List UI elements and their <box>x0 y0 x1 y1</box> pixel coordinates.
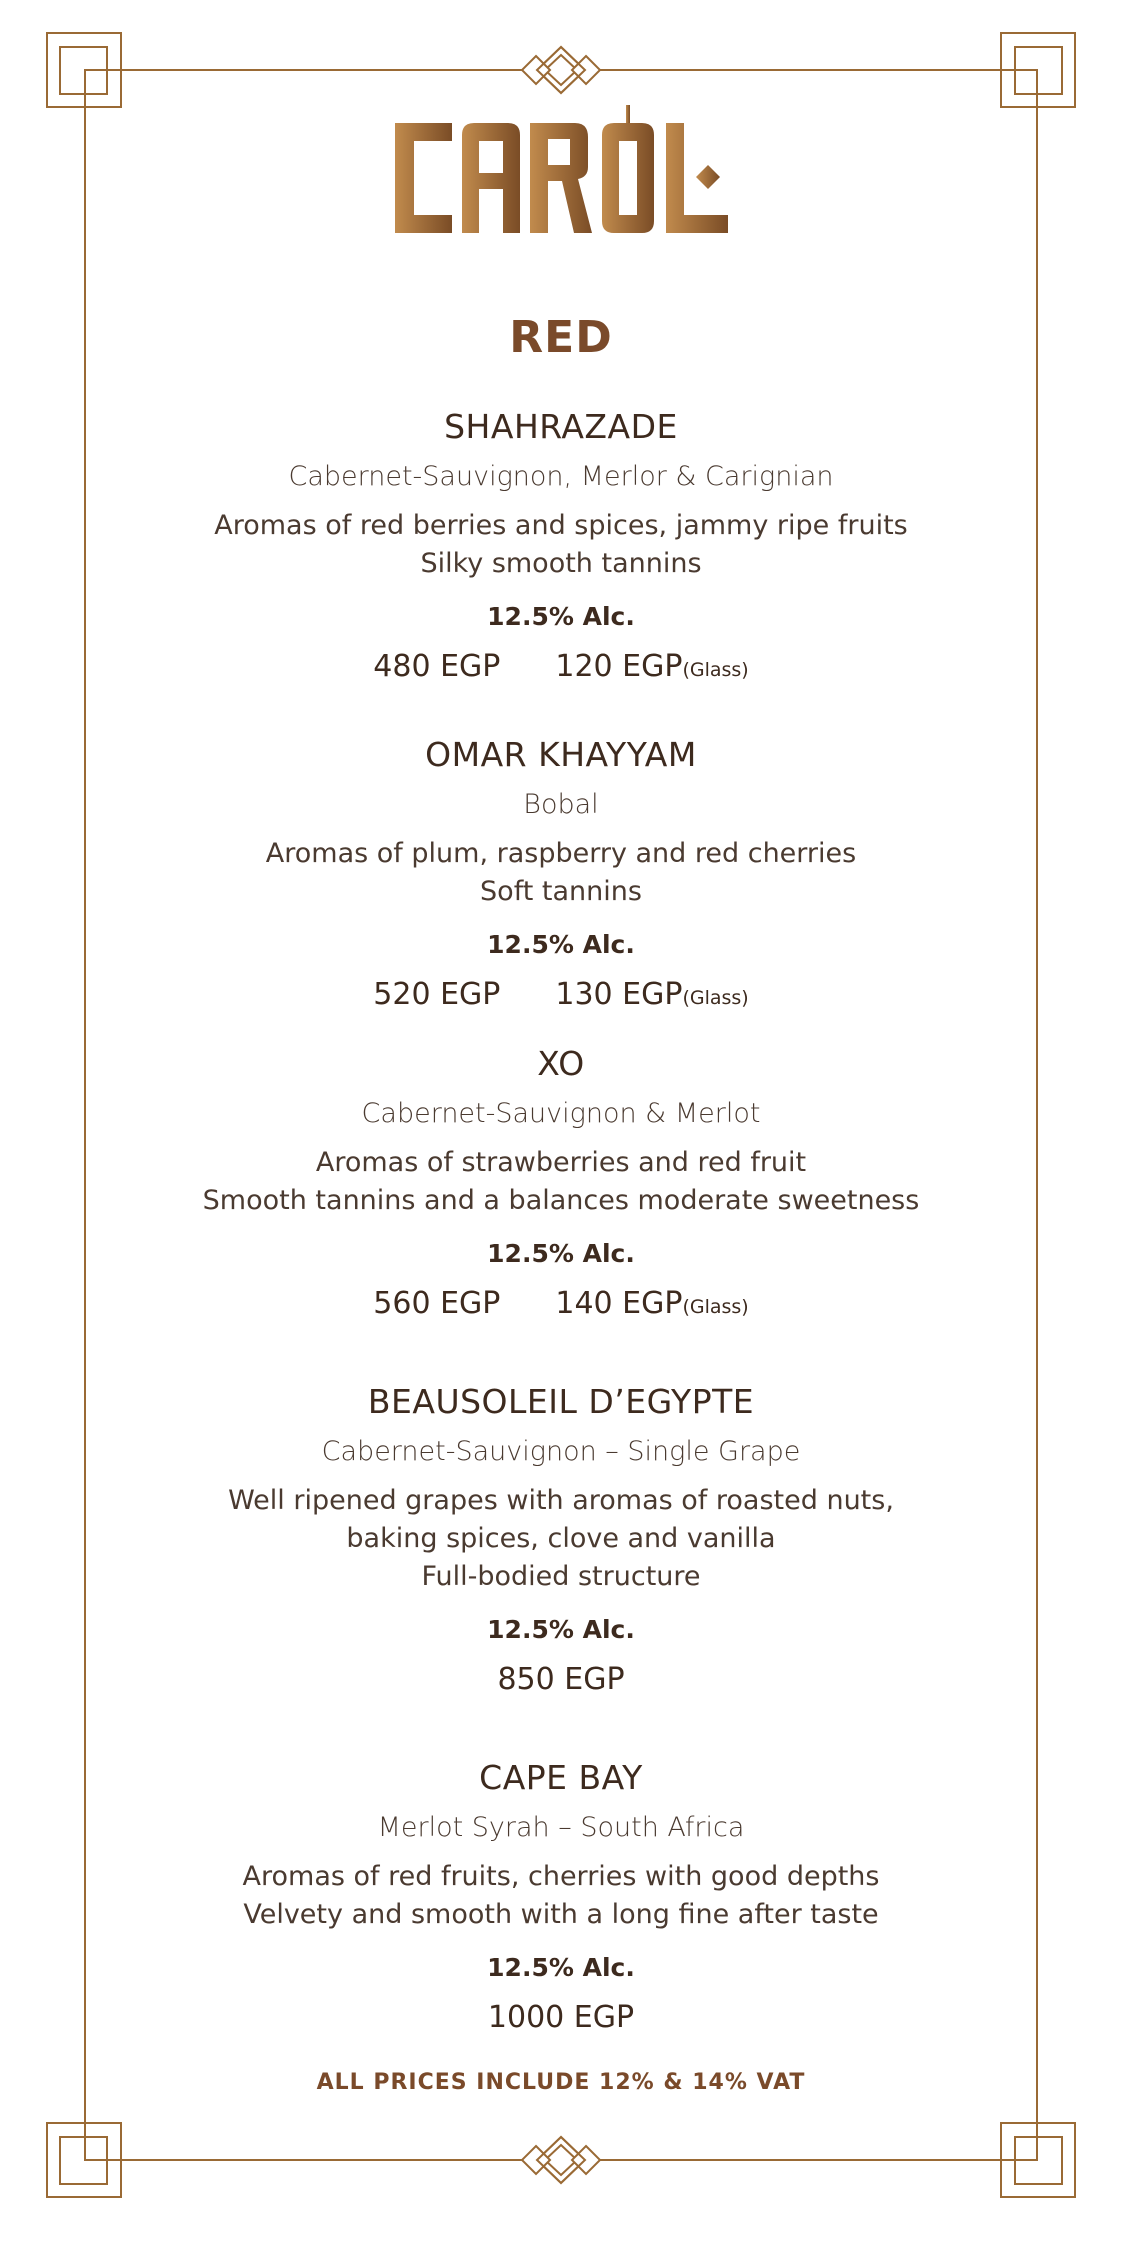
wine-grapes: Cabernet-Sauvignon, Merlor & Carignian <box>288 461 834 492</box>
wine-description-line: Aromas of red fruits, cherries with good depths <box>242 1861 880 1892</box>
diamond-ornament-top <box>522 47 600 93</box>
wine-alcohol: 12.5% Alc. <box>487 1615 635 1644</box>
bottle-price: 520 EGP <box>373 977 501 1012</box>
glass-label: (Glass) <box>682 659 749 681</box>
wine-alcohol: 12.5% Alc. <box>487 602 635 631</box>
wine-description-line: Aromas of plum, raspberry and red cherries <box>265 838 857 869</box>
wine-description-line: Velvety and smooth with a long fine after taste <box>243 1899 879 1930</box>
wine-description-line: Smooth tannins and a balances moderate sweetness <box>202 1185 920 1216</box>
glass-price: 120 EGP <box>555 649 683 684</box>
wine-description-line: baking spices, clove and vanilla <box>346 1523 776 1554</box>
vat-footer-note: ALL PRICES INCLUDE 12% & 14% VAT <box>316 2070 806 2095</box>
bottle-price: 480 EGP <box>373 649 501 684</box>
wine-description-line: Well ripened grapes with aromas of roasted nuts, <box>228 1485 894 1516</box>
wine-description <box>85 1858 1037 1934</box>
wine-description-line: Aromas of red berries and spices, jammy ripe fruits <box>214 510 908 541</box>
wine-grapes: Cabernet-Sauvignon – Single Grape <box>321 1436 801 1467</box>
bottle-price: 560 EGP <box>373 1286 501 1321</box>
wine-item <box>85 1380 1037 1700</box>
wine-price <box>85 1284 1037 1327</box>
wine-grapes: Bobal <box>523 789 599 820</box>
glass-price: 130 EGP <box>555 977 683 1012</box>
wine-description <box>85 1144 1037 1220</box>
bottle-price: 850 EGP <box>497 1662 625 1697</box>
wine-item <box>85 1756 1037 2038</box>
wine-alcohol: 12.5% Alc. <box>487 930 635 959</box>
wine-description-line: Soft tannins <box>480 876 642 907</box>
section-title: RED <box>509 312 613 363</box>
wine-grapes: Cabernet-Sauvignon & Merlot <box>361 1098 761 1129</box>
wine-alcohol: 12.5% Alc. <box>487 1953 635 1982</box>
wine-name: CAPE BAY <box>479 1758 643 1797</box>
diamond-ornament-bottom <box>522 2137 600 2183</box>
wine-name: SHAHRAZADE <box>444 407 678 446</box>
carol-logo <box>390 105 735 250</box>
wine-price <box>85 647 1037 690</box>
wine-description <box>85 507 1037 583</box>
wine-item <box>85 1042 1037 1327</box>
wine-name: BEAUSOLEIL D’EGYPTE <box>367 1382 755 1421</box>
glass-price: 140 EGP <box>555 1286 683 1321</box>
wine-description-line: Full-bodied structure <box>421 1561 701 1592</box>
wine-description-line: Silky smooth tannins <box>420 548 702 579</box>
wine-price <box>85 1660 1037 1700</box>
wine-grapes: Merlot Syrah – South Africa <box>377 1812 745 1843</box>
wine-description <box>85 1482 1037 1596</box>
wine-description <box>85 835 1037 911</box>
glass-label: (Glass) <box>682 1296 749 1318</box>
wine-price <box>85 975 1037 1018</box>
wine-item <box>85 405 1037 690</box>
glass-label: (Glass) <box>682 987 749 1009</box>
wine-name: XO <box>537 1044 585 1083</box>
bottle-price: 1000 EGP <box>487 2000 635 2035</box>
wine-alcohol: 12.5% Alc. <box>487 1239 635 1268</box>
wine-item <box>85 733 1037 1018</box>
wine-description-line: Aromas of strawberries and red fruit <box>315 1147 807 1178</box>
wine-price <box>85 1998 1037 2038</box>
wine-name: OMAR KHAYYAM <box>425 735 697 774</box>
